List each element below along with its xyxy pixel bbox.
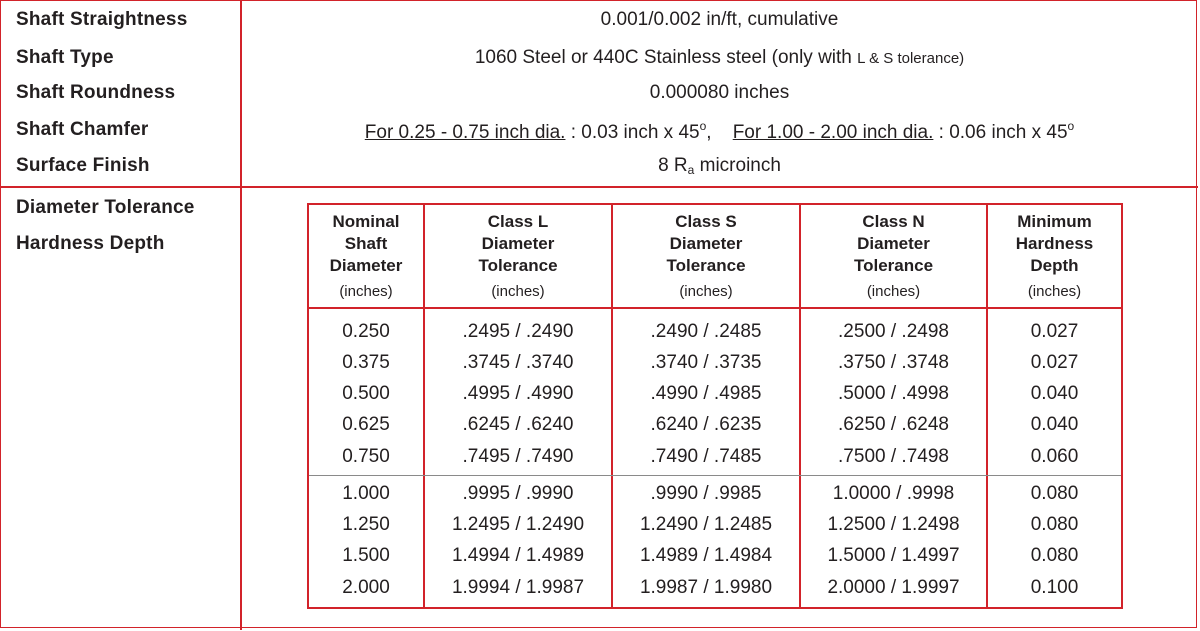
table-cell: .2500 / .2498 [838, 321, 949, 342]
table-cell: 1.000 [342, 483, 390, 504]
table-cell: .9990 / .9985 [650, 483, 762, 504]
spec-label-roundness: Shaft Roundness [16, 82, 176, 103]
spec-value-surface-finish: 8 $R_a$ microinch [658, 155, 781, 177]
table-cell: .9995 / .9990 [462, 483, 574, 504]
table-cell: 0.750 [342, 446, 390, 467]
spec-label-shaft-type: Shaft Type [16, 47, 114, 68]
header-class-l: Class L Diameter Tolerance (inches) [478, 212, 558, 300]
table-cell: 1.9987 / 1.9980 [639, 577, 773, 598]
table-cell: .7500 / .7498 [838, 446, 949, 467]
table-cell: 0.625 [342, 414, 390, 435]
table-cell: 1.500 [342, 545, 390, 566]
table-cell: 0.040 [1030, 414, 1079, 435]
table-cell: 0.100 [1030, 577, 1079, 598]
table-cell: 0.080 [1030, 545, 1079, 566]
table-cell: 0.080 [1030, 514, 1079, 535]
table-cell: .3750 / .3748 [838, 352, 949, 373]
label-hardness-depth: Hardness Depth [16, 233, 165, 254]
table-cell: 1.4989 / 1.4984 [639, 545, 773, 566]
table-cell: 2.000 [342, 577, 390, 598]
table-cell: 1.2495 / 1.2490 [451, 514, 585, 535]
header-class-s: Class S Diameter Tolerance (inches) [666, 212, 746, 300]
group-divider [309, 475, 1121, 476]
table-cell: 1.2490 / 1.2485 [639, 514, 773, 535]
table-cell: .7490 / .7485 [650, 446, 762, 467]
header-hardness-depth: Minimum Hardness Depth (inches) [1015, 212, 1094, 300]
table-cell: .4990 / .4985 [650, 383, 762, 404]
table-cell: 1.9994 / 1.9987 [451, 577, 585, 598]
table-cell: .5000 / .4998 [838, 383, 949, 404]
table-cell: 0.500 [342, 383, 390, 404]
header-divider [309, 307, 1121, 309]
table-cell: .7495 / .7490 [462, 446, 574, 467]
spec-label-straightness: Shaft Straightness [16, 9, 188, 30]
table-cell: .3745 / .3740 [462, 352, 574, 373]
header-nominal-diameter: Nominal Shaft Diameter (inches) [329, 212, 403, 300]
table-cell: .2490 / .2485 [650, 321, 762, 342]
table-cell: .6240 / .6235 [650, 414, 762, 435]
table-cell: 1.5000 / 1.4997 [827, 545, 960, 566]
table-cell: 2.0000 / 1.9997 [827, 577, 960, 598]
table-cell: 0.080 [1030, 483, 1079, 504]
table-cell: 0.027 [1030, 352, 1079, 373]
spec-value-straightness: 0.001/0.002 in/ft, cumulative [600, 9, 839, 30]
table-cell: 0.027 [1030, 321, 1079, 342]
header-class-n: Class N Diameter Tolerance (inches) [853, 212, 934, 300]
table-cell: .3740 / .3735 [650, 352, 762, 373]
spec-label-surface-finish: Surface Finish [16, 155, 150, 176]
table-cell: 0.040 [1030, 383, 1079, 404]
table-cell: 1.250 [342, 514, 390, 535]
table-cell: 1.0000 / .9998 [832, 483, 955, 504]
table-cell: 1.2500 / 1.2498 [827, 514, 960, 535]
spec-label-chamfer: Shaft Chamfer [16, 119, 149, 140]
table-cell: 1.4994 / 1.4989 [451, 545, 585, 566]
table-cell: .6250 / .6248 [838, 414, 949, 435]
table-cell: 0.060 [1030, 446, 1079, 467]
table-cell: .6245 / .6240 [462, 414, 574, 435]
spec-value-roundness: 0.000080 inches [649, 82, 790, 103]
tolerance-table [307, 203, 1123, 609]
table-cell: 0.375 [342, 352, 390, 373]
label-diameter-tolerance: Diameter Tolerance [16, 197, 195, 218]
section-divider [0, 186, 1198, 188]
table-cell: 0.250 [342, 321, 390, 342]
table-cell: .4995 / .4990 [462, 383, 574, 404]
table-cell: .2495 / .2490 [462, 321, 574, 342]
spec-value-shaft-type: 1060 Steel or 440C Stainless steel (only with L & S tolerance) [474, 47, 965, 68]
spec-value-chamfer: For 0.25 - 0.75 inch dia. : 0.03 inch x 45$^o$, For 1.00 - 2.00 inch dia. : 0.06 inch x 45$^o$ [364, 119, 1075, 143]
